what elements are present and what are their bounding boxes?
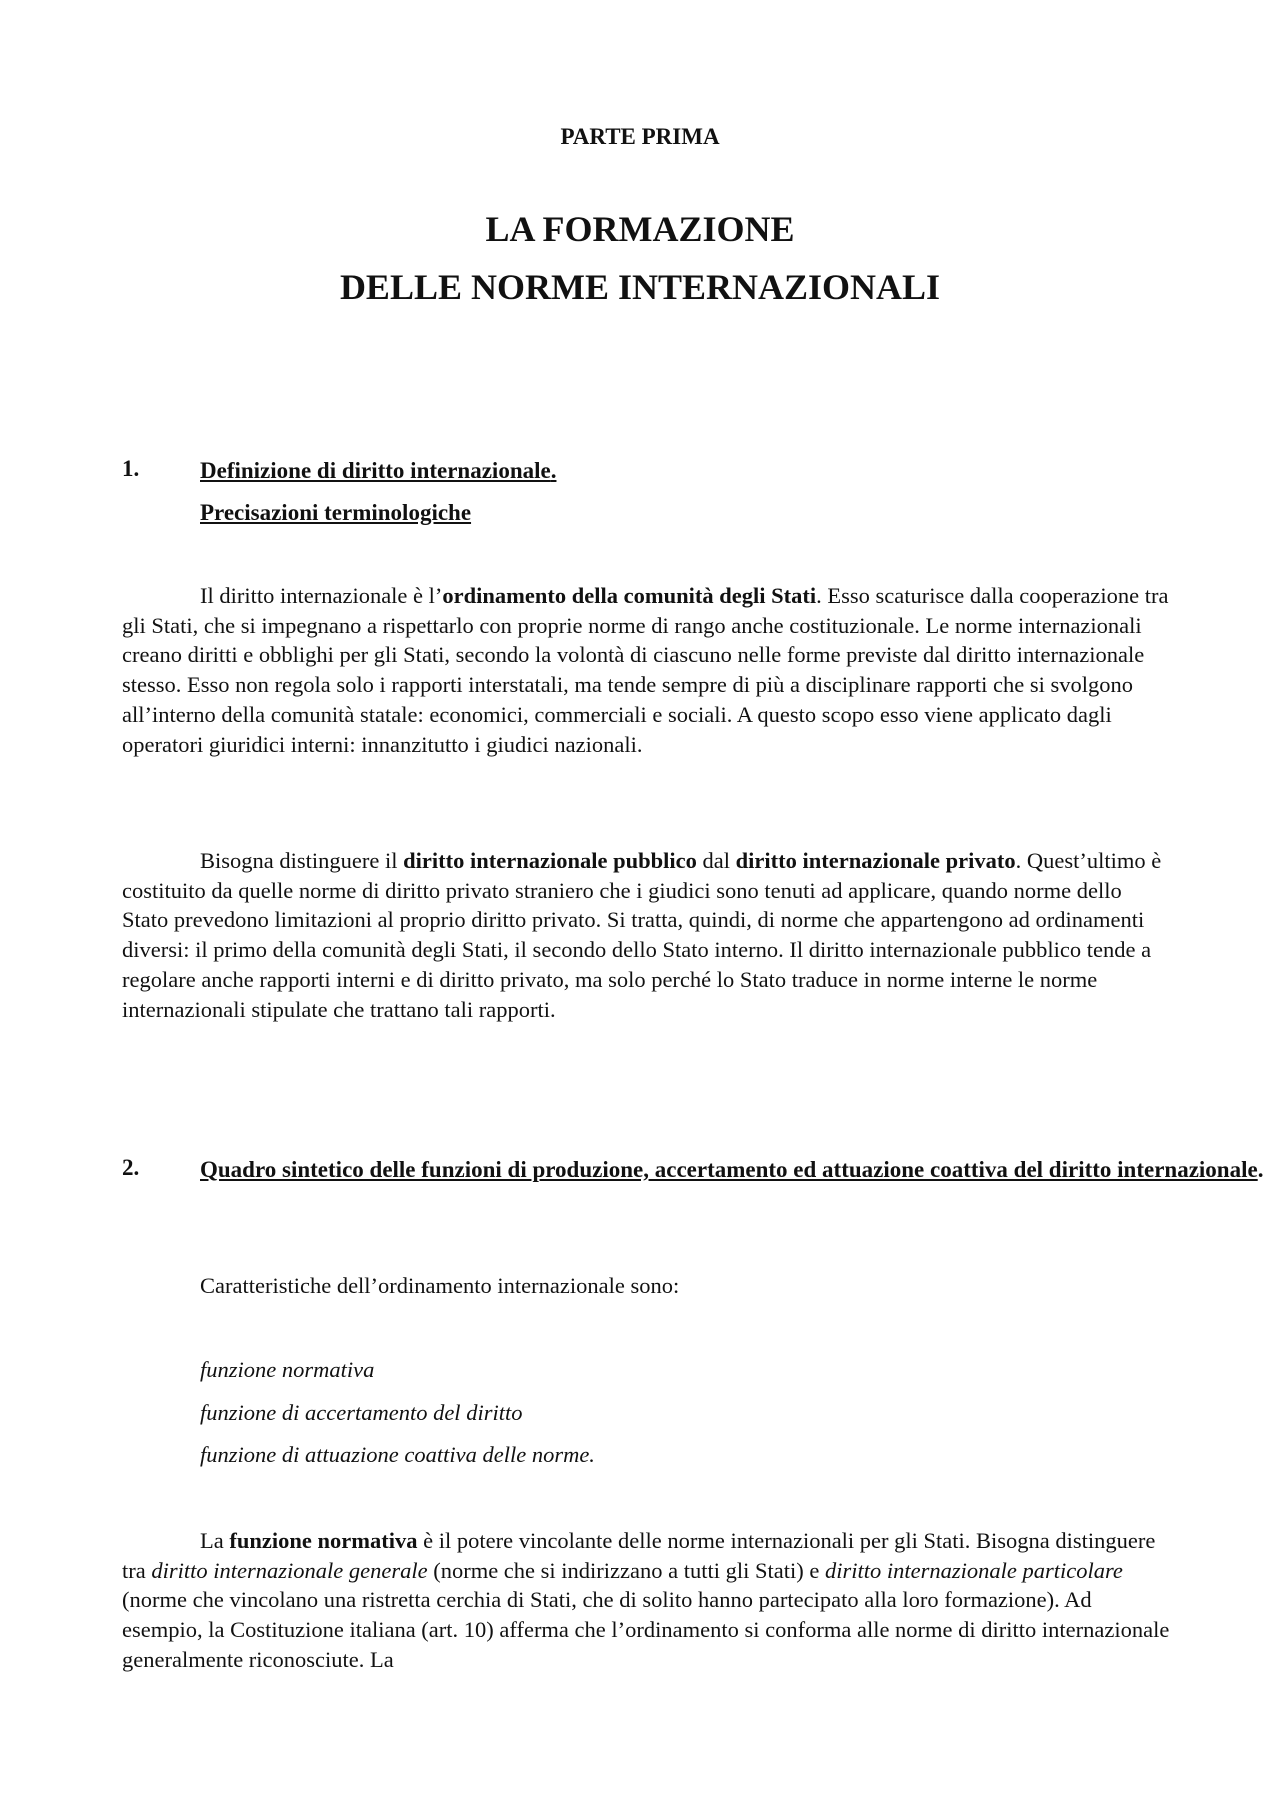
section-1-subtitle: Precisazioni terminologiche xyxy=(200,500,472,525)
paragraph-1: Il diritto internazionale è l’ordinamento della comunità degli Stati. Esso scaturisce dalla cooperazione tra gli Stati, che si impegnano a rispettarlo con proprie norme di rango anche costituzionale. Le norme internazionali creano diritti e obblighi per gli Stati, secondo la volontà di ciascuno nelle forme previste dal diritto internazionale stesso. Esso non regola solo i rapporti interstatali, ma tende sempre di più a disciplinare rapporti che si svolgono all’interno della comunità statale: economici, commerciali e sociali. A questo scopo esso viene applicato dagli operatori giuridici interni: innanzitutto i giudici nazionali. xyxy=(122,583,1169,757)
title-line-2: DELLE NORME INTERNAZIONALI xyxy=(339,267,941,307)
paragraph-3: La funzione normativa è il potere vincolante delle norme internazionali per gli Stati. Bisogna distinguere tra diritto internazionale generale (norme che si indirizzano a tutti gli Stati) e diritto internazionale particolare (norme che vincolano una ristretta cerchia di Stati, che di solito hanno partecipato alla loro formazione). Ad esempio, la Costituzione italiana (art. 10) afferma che l’ordinamento si conforma alle norme di diritto internazionale generalmente riconosciute. La xyxy=(122,1528,1170,1672)
document-page: PARTE PRIMA LA FORMAZIONE DELLE NORME INTERNAZIONALI 1. Definizione di diritto internazionale. Precisazioni terminologiche Il diritto internazionale è l’ordinamento della comunità degli Stati. Esso scaturisce dalla cooperazione tra gli Stati, che si impegnano a rispettarlo con proprie norme di rango anche costituzionale. Le norme internazionali creano diritti e obblighi per gli Stati, secondo la volontà di ciascuno nelle forme previste dal diritto internazionale stesso. Esso non regola solo i rapporti interstatali, ma tende sempre di più a disciplinare rapporti che si svolgono all’interno della comunità statale: economici, commerciali e sociali. A questo scopo esso viene applicato dagli operatori giuridici interni: innanzitutto i giudici nazionali. Bisogna distinguere il diritto internazionale pubblico dal diritto internazionale privato. Quest’ultimo è costituito da quelle norme di diritto privato straniero che i giudici sono tenuti ad applicare, quando norme dello Stato prevedono limitazioni al proprio diritto privato. Si tratta, quindi, di norme che appartengono ad ordinamenti diversi: il primo della comunità degli Stati, il secondo dello Stato interno. Il diritto internazionale pubblico tende a regolare anche rapporti interni e di diritto privato, ma solo perché lo Stato traduce in norme interne le norme internazionali stipulate che trattano tali rapporti. 2. Quadro sintetico delle funzioni di produzione, accertamento ed attuazione coattiva del diritto internazionale. Caratteristiche dell’ordinamento internazionale sono: funzione normativa funzione di accertamento del diritto funzione di attuazione coattiva delle norme. La funzione normativa è il potere vincolante delle norme internazionali per gli Stati. Bisogna distinguere tra diritto internazionale generale (norme che si indirizzano a tutti gli Stati) e diritto internazionale particolare (norme che vincolano una ristretta cerchia di Stati, che di solito hanno partecipato alla loro formazione). Ad esempio, la Costituzione italiana (art. 10) afferma che l’ordinamento si conforma alle norme di diritto internazionale generalmente riconosciute. La xyxy=(0,0,1280,1811)
list-item: funzione di attuazione coattiva delle norme. xyxy=(200,1442,595,1467)
section-1-number: 1. xyxy=(122,456,140,481)
part-label: PARTE PRIMA xyxy=(560,124,720,149)
section-2-title: Quadro sintetico delle funzioni di produzione, accertamento ed attuazione coattiva del diritto internazionale xyxy=(200,1157,1258,1182)
list-item: funzione di accertamento del diritto xyxy=(200,1400,523,1425)
title-line-1: LA FORMAZIONE xyxy=(485,209,795,249)
paragraph-2: Bisogna distinguere il diritto internazionale pubblico dal diritto internazionale privato. Quest’ultimo è costituito da quelle norme di diritto privato straniero che i giudici sono tenuti ad applicare, quando norme dello Stato prevedono limitazioni al proprio diritto privato. Si tratta, quindi, di norme che appartengono ad ordinamenti diversi: il primo della comunità degli Stati, il secondo dello Stato interno. Il diritto internazionale pubblico tende a regolare anche rapporti interni e di diritto privato, ma solo perché lo Stato traduce in norme interne le norme internazionali stipulate che trattano tali rapporti. xyxy=(122,848,1162,1022)
list-item: funzione normativa xyxy=(200,1357,375,1382)
section-2-number: 2. xyxy=(122,1155,140,1180)
section-1-title: Definizione di diritto internazionale xyxy=(200,458,551,483)
list-intro: Caratteristiche dell’ordinamento internazionale sono: xyxy=(200,1273,680,1298)
